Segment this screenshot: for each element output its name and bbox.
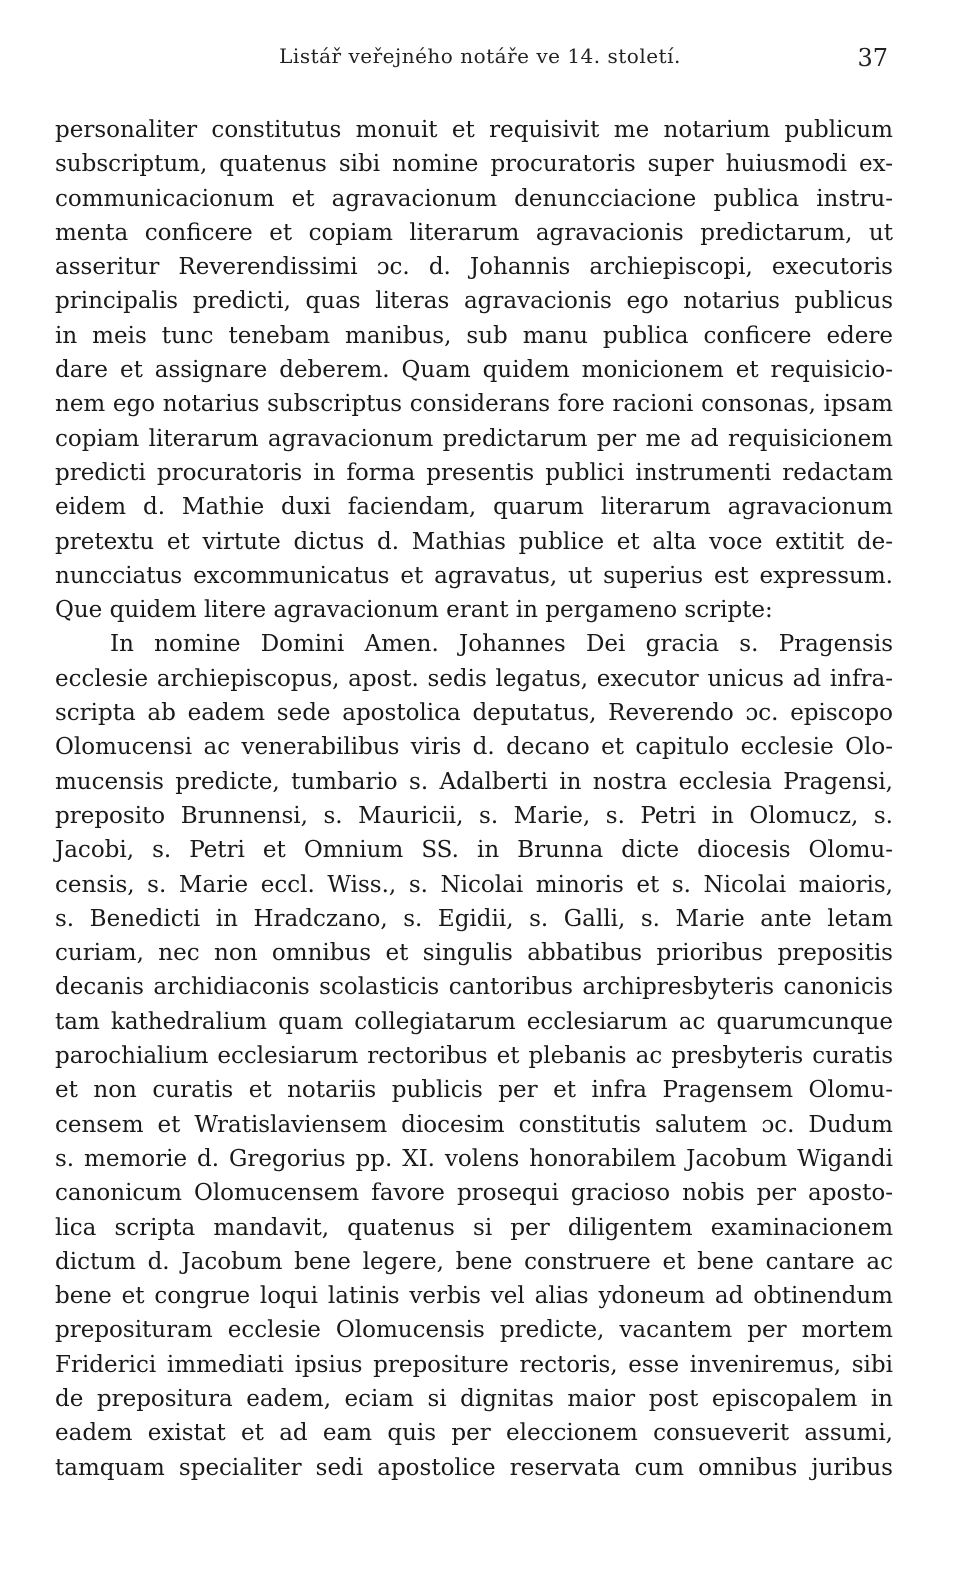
text-line: mucensis predicte, tumbario s. Adalberti in nostra ecclesia Pragensi, xyxy=(55,768,893,795)
text-line: s. Benedicti in Hradczano, s. Egidii, s. Galli, s. Marie ante letam xyxy=(55,905,893,932)
text-line: principalis predicti, quas literas agravacionis ego notarius publicus xyxy=(55,288,893,315)
page-number: 37 xyxy=(857,44,888,72)
text-line: menta conficere et copiam literarum agravacionis predictarum, ut xyxy=(55,219,893,246)
text-line: scripta ab eadem sede apostolica deputatus, Reverendo ɔc. episcopo xyxy=(55,700,893,727)
text-line: s. memorie d. Gregorius pp. XI. volens honorabilem Jacobum Wigandi xyxy=(55,1145,893,1172)
text-line: nuncciatus excommunicatus et agravatus, ut superius est expressum. xyxy=(55,562,893,589)
running-head xyxy=(0,44,960,78)
text-line: subscriptum, quatenus sibi nomine procuratoris super huiusmodi ex- xyxy=(55,151,893,178)
paragraph-start-line: In nomine Domini Amen. Johannes Dei gracia s. Pragensis xyxy=(110,631,893,658)
text-line: Que quidem litere agravacionum erant in pergameno scripte: xyxy=(55,597,773,624)
text-line: eadem existat et ad eam quis per eleccionem consueverit assumi, xyxy=(55,1420,893,1447)
text-line: preposituram ecclesie Olomucensis predicte, vacantem per mortem xyxy=(55,1317,893,1344)
running-title: Listář veřejného notáře ve 14. století. xyxy=(279,44,681,68)
text-line: Friderici immediati ipsius prepositure rectoris, esse inveniremus, sibi xyxy=(55,1351,893,1378)
text-line: dictum d. Jacobum bene legere, bene construere et bene cantare ac xyxy=(55,1248,893,1275)
text-line: personaliter constitutus monuit et requisivit me notarium publicum xyxy=(55,117,893,143)
text-line: predicti procuratoris in forma presentis publici instrumenti redactam xyxy=(55,459,893,486)
body-text xyxy=(55,113,893,1485)
text-line: decanis archidiaconis scolasticis cantoribus archipresbyteris canonicis xyxy=(55,974,893,1001)
text-line: Jacobi, s. Petri et Omnium SS. in Brunna dicte diocesis Olomu- xyxy=(55,837,893,864)
text-line: censis, s. Marie eccl. Wiss., s. Nicolai minoris et s. Nicolai maioris, xyxy=(55,871,893,898)
text-line: et non curatis et notariis publicis per et infra Pragensem Olomu- xyxy=(55,1077,893,1104)
text-line: lica scripta mandavit, quatenus si per diligentem examinacionem xyxy=(55,1214,893,1241)
text-line: ecclesie archiepiscopus, apost. sedis legatus, executor unicus ad infra- xyxy=(55,665,893,692)
text-line: canonicum Olomucensem favore prosequi gracioso nobis per aposto- xyxy=(55,1180,893,1207)
text-line: bene et congrue loqui latinis verbis vel alias ydoneum ad obtinendum xyxy=(55,1283,893,1310)
text-line: copiam literarum agravacionum predictarum per me ad requisicionem xyxy=(55,425,893,452)
text-line: Olomucensi ac venerabilibus viris d. decano et capitulo ecclesie Olo- xyxy=(55,734,893,761)
text-line: nem ego notarius subscriptus considerans fore racioni consonas, ipsam xyxy=(55,391,893,418)
text-line: curiam, nec non omnibus et singulis abbatibus prioribus prepositis xyxy=(55,940,893,967)
text-line: communicacionum et agravacionum denuncciacione publica instru- xyxy=(55,185,893,212)
text-line: preposito Brunnensi, s. Mauricii, s. Marie, s. Petri in Olomucz, s. xyxy=(55,802,893,829)
text-line: de prepositura eadem, eciam si dignitas maior post episcopalem in xyxy=(55,1385,893,1412)
text-line: asseritur Reverendissimi ɔc. d. Johannis archiepiscopi, executoris xyxy=(55,254,893,281)
text-line: eidem d. Mathie duxi faciendam, quarum literarum agravacionum xyxy=(55,494,893,521)
text-line: tamquam specialiter sedi apostolice reservata cum omnibus juribus xyxy=(55,1454,893,1481)
text-line: in meis tunc tenebam manibus, sub manu publica conficere edere xyxy=(55,322,893,349)
text-line: censem et Wratislaviensem diocesim constitutis salutem ɔc. Dudum xyxy=(55,1111,893,1138)
text-line: pretextu et virtute dictus d. Mathias publice et alta voce extitit de- xyxy=(55,528,893,555)
text-line: tam kathedralium quam collegiatarum ecclesiarum ac quarumcunque xyxy=(55,1008,893,1035)
text-line: parochialium ecclesiarum rectoribus et plebanis ac presbyteris curatis xyxy=(55,1043,893,1070)
text-line: dare et assignare deberem. Quam quidem monicionem et requisicio- xyxy=(55,357,893,384)
